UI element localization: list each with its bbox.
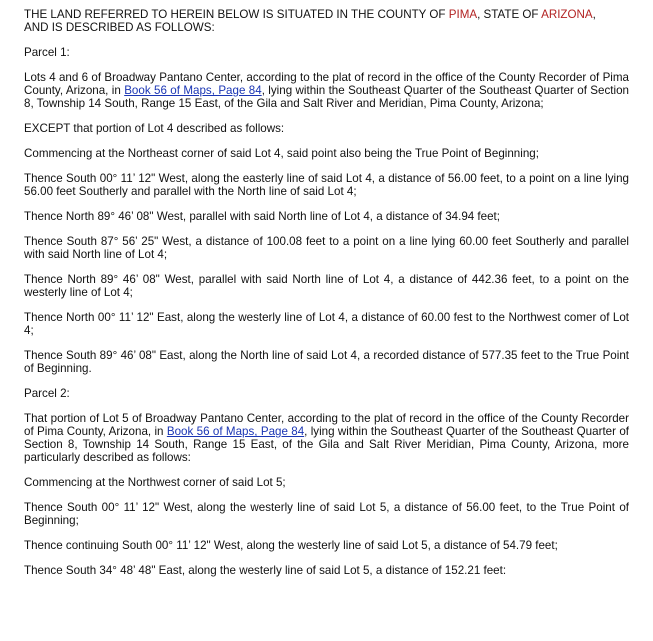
parcel-1-course: Thence South 89° 46’ 08" East, along the North line of said Lot 4, a recorded distance of 577.35 feet to the True Point of Beginning. — [24, 349, 629, 375]
parcel-1-description — [24, 71, 629, 110]
parcel-1-description-text: Lots 4 and 6 of Broadway Pantano Center, according to the plat of record in the office of the County Recorder of Pima County, Arizona, in — [24, 71, 629, 97]
parcel-2-description — [24, 412, 629, 464]
parcel-1-course: Thence North 00° 11’ 12" East, along the westerly line of Lot 4, a distance of 60.00 fest to the Northwest comer of Lot 4; — [24, 311, 629, 337]
parcel-1-course: Thence South 87° 56’ 25" West, a distance of 100.08 feet to a point on a line lying 60.00 feet Southerly and parallel with said North line of Lot 4; — [24, 235, 629, 261]
book-56-maps-link[interactable]: Book 56 of Maps, Page 84 — [124, 84, 262, 97]
parcel-1-course: Thence South 00° 11’ 12" West, along the easterly line of said Lot 4, a distance of 56.00 feet, to a point on a line lying 56.00 feet Southerly and parallel with the North line of said Lot 4; — [24, 172, 629, 198]
parcel-1-course-commencing: Commencing at the Northeast corner of said Lot 4, said point also being the True Point of Beginning; — [24, 147, 539, 160]
parcel-1-except-clause: EXCEPT that portion of Lot 4 described as follows: — [24, 122, 285, 135]
parcel-1-course: Thence North 89° 46’ 08" West, parallel with said North line of Lot 4, a distance of 34.94 feet; — [24, 210, 500, 223]
parcel-1-description-text: , lying within the Southeast Quarter of the Southeast Quarter of Section 8, Township 14 South, Range 15 East, of the Gila and Salt River and Meridian, Pima County, Arizona; — [24, 84, 629, 110]
parcel-2-heading: Parcel 2: — [24, 387, 70, 400]
county-statement-text: , STATE OF — [477, 8, 542, 21]
parcel-2-course: Thence continuing South 00° 11’ 12" West, along the westerly line of said Lot 5, a distance of 54.79 feet; — [24, 539, 558, 552]
county-statement — [24, 8, 629, 34]
parcel-2-description-text: , lying within the Southeast Quarter of the Southeast Quarter of Section 8, Township 14 South, Range 15 East, of the Gila and Salt River Meridian, Pima County, Arizona, more particularly described as follows: — [24, 425, 629, 464]
county-statement-text: THE LAND REFERRED TO HEREIN BELOW IS SITUATED IN THE COUNTY OF — [24, 8, 449, 21]
parcel-1-heading: Parcel 1: — [24, 46, 70, 59]
parcel-2-course-commencing: Commencing at the Northwest corner of said Lot 5; — [24, 476, 286, 489]
county-statement-line2: AND IS DESCRIBED AS FOLLOWS: — [24, 21, 215, 34]
county-statement-text: , — [592, 8, 596, 21]
legal-description-document — [24, 8, 629, 589]
book-56-maps-link[interactable]: Book 56 of Maps, Page 84 — [166, 425, 305, 438]
parcel-2-course: Thence South 00° 11’ 12" West, along the westerly line of said Lot 5, a distance of 56.00 feet, to the True Point of Beginning; — [24, 501, 629, 527]
parcel-2-course: Thence South 34° 48’ 48" East, along the westerly line of said Lot 5, a distance of 152.21 feet: — [24, 564, 507, 577]
parcel-1-course: Thence North 89° 46’ 08" West, parallel with said North line of Lot 4, a distance of 442.36 feet, to a point on the westerly line of Lot 4; — [24, 273, 629, 299]
state-name: ARIZONA — [541, 8, 593, 21]
county-name: PIMA — [448, 8, 478, 21]
parcel-2-description-text: That portion of Lot 5 of Broadway Pantano Center, according to the plat of record in the office of the County Recorder of Pima County, Arizona, in — [24, 412, 629, 438]
